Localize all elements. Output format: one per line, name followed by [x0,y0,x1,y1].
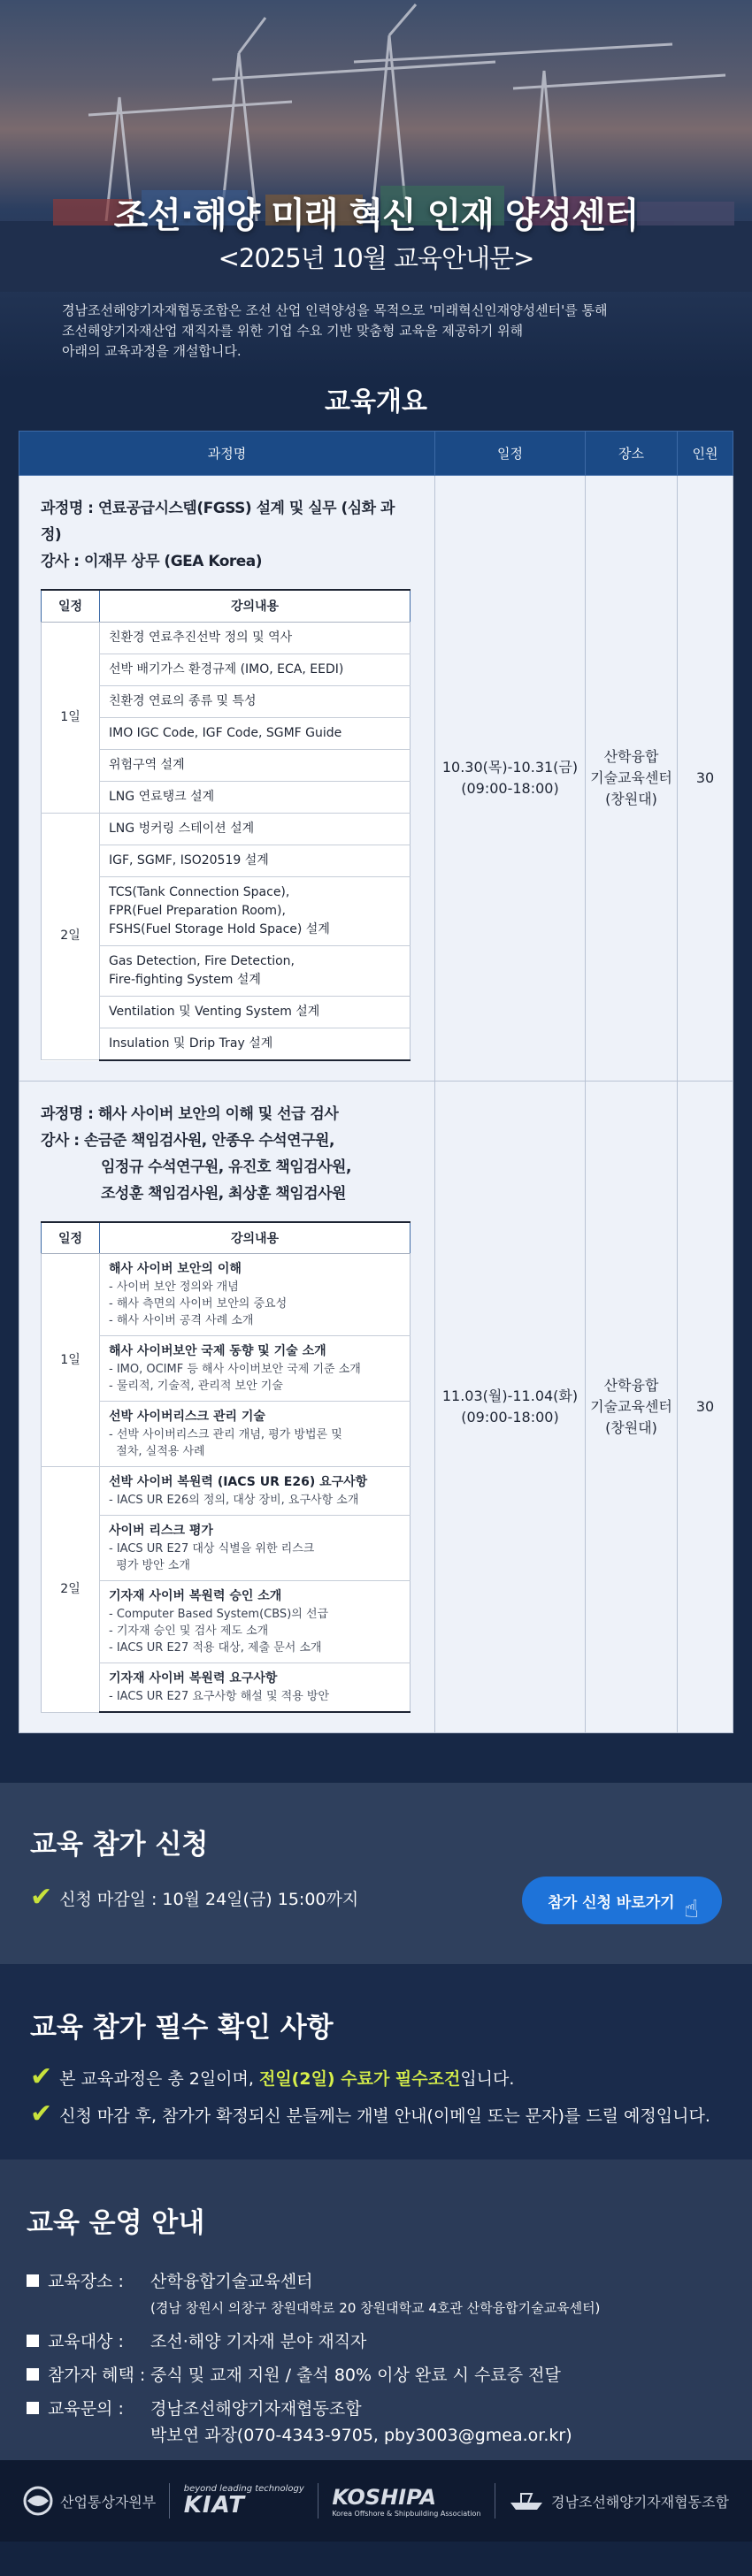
course-name: 과정명 : 해사 사이버 보안의 이해 및 선급 검사 [41,1105,339,1123]
place-line: (창원대) [605,1418,657,1436]
op-value [150,2396,725,2449]
lecture-sub: - 해사 측면의 사이버 보안의 중요성 [109,1297,288,1311]
op-value-text: 중식 및 교재 지원 / 출석 80% 이상 완료 시 수료증 전달 [150,2366,561,2385]
lecture-item: 위험구역 설계 [100,749,411,781]
lecture-sub: - 선박 사이버리스크 관리 개념, 평가 방법론 및 [109,1428,342,1441]
gmea-name: 경남조선해양기자재협동조합 [550,2493,729,2511]
op-key-label: 참가자 혜택 : [48,2366,146,2385]
op-value-text: 경남조선해양기자재협동조합 [150,2399,362,2419]
op-value-text: 조선·해양 기자재 분야 재직자 [150,2332,367,2351]
apply-button[interactable] [522,1877,722,1924]
lecture-sub: - Computer Based System(CBS)의 선급 [109,1608,329,1621]
square-bullet-icon [27,2368,39,2381]
lecture-item: LNG 연료탱크 설계 [100,781,411,813]
koshipa-name: KOSHIPA [332,2484,437,2510]
hero-intro [62,301,699,362]
lecture-item [100,1516,411,1581]
place-line: 기술교육센터 [590,1397,672,1415]
course-name: 과정명 : 연료공급시스템(FGSS) 설계 및 실무 (심화 과정) [41,500,395,544]
lecture-title: 사이버 리스크 평가 [109,1524,213,1538]
course-row [19,1081,733,1733]
op-value [150,2268,725,2321]
day-label: 2일 [42,813,100,1060]
course-schedule [435,1081,586,1733]
schedule-dates: 11.03(월)-11.04(화) [441,1387,579,1404]
required-section [0,1964,752,2159]
hero-title: 조선·해양 미래 혁신 인재 양성센터 [113,195,639,236]
lecture-title: 기자재 사이버 복원력 요구사항 [109,1671,278,1685]
course-instructor-cont [41,1181,413,1207]
course-row [19,476,733,1082]
motie-emblem-icon [23,2486,53,2516]
check-icon: ✔ [30,2061,53,2092]
pointer-hand-icon: ☝ [683,1894,699,1923]
op-key [27,2268,150,2321]
place-line: 기술교육센터 [590,768,672,786]
op-value-sub: (경남 창원시 의창구 창원대학로 20 창원대학교 4호관 산학융합기술교육센터) [150,2300,601,2316]
deadline-text: 신청 마감일 : 10월 24일(금) 15:00까지 [59,1889,359,1909]
koshipa-sub: Korea Offshore & Shipbuilding Association [332,2509,481,2518]
op-key-label: 교육문의 : [48,2399,124,2419]
header-schedule: 일정 [435,432,586,476]
lecture-table [41,1221,411,1714]
lecture-item: IMO IGC Code, IGF Code, SGMF Guide [100,717,411,749]
op-key [27,2328,150,2355]
required-text-2: 신청 마감 후, 참가가 확정되신 분들께는 개별 안내(이메일 또는 문자)를 드릴 예정입니다. [59,2106,710,2126]
required-text-b: 입니다. [460,2068,515,2089]
lecture-title: 해사 사이버 보안의 이해 [109,1262,242,1276]
intro-line: 경남조선해양기자재협동조합은 조선 산업 인력양성을 목적으로 '미래혁신인재양성센터'를 통해 [62,302,608,318]
lecture-item [100,1254,411,1336]
course-instructor-cont [41,1154,413,1181]
op-value-text: 산학융합기술교육센터 [150,2272,313,2291]
square-bullet-icon [27,2402,39,2414]
square-bullet-icon [27,2335,39,2347]
course-table [19,431,733,1733]
course-instructor: 강사 : 손금준 책임검사원, 안종우 수석연구원, [41,1131,334,1150]
op-key [27,2396,150,2449]
lecture-sub: - 사이버 보안 정의와 개념 [109,1280,239,1294]
lecture-title: 해사 사이버보안 국제 동향 및 기술 소개 [109,1344,326,1358]
lecture-item [100,1467,411,1516]
lecture-sub: 절차, 실적용 사례 [109,1445,205,1458]
lecture-item: Gas Detection, Fire Detection, Fire-fighting System 설계 [100,945,411,996]
intro-line: 조선해양기자재산업 재직자를 위한 기업 수요 기반 맞춤형 교육을 제공하기 위해 [62,323,524,339]
lecture-item: Ventilation 및 Venting System 설계 [100,996,411,1028]
operations-section [0,2159,752,2460]
header-count: 인원 [678,432,733,476]
schedule-time: (09:00-18:00) [461,779,559,797]
op-key [27,2362,150,2389]
lecture-item [100,1581,411,1663]
op-row-target [27,2328,725,2355]
course-count: 30 [678,476,733,1082]
instructor-line: 임정규 수석연구원, 유진호 책임검사원, [101,1158,351,1176]
required-title: 교육 참가 필수 확인 사항 [30,2012,334,2044]
sub-header-day: 일정 [42,590,100,622]
op-row-place [27,2268,725,2321]
kiat-logo [184,2484,304,2519]
place-line: 산학융합 [603,747,659,765]
overview-title: 교육개요 [0,379,752,431]
op-key-label: 교육대상 : [48,2332,124,2351]
course-detail [19,476,435,1082]
lecture-title: 선박 사이버 복원력 (IACS UR E26) 요구사항 [109,1475,368,1489]
course-count: 30 [678,1081,733,1733]
op-value-text-2: 박보연 과장(070-4343-9705, pby3003@gmea.or.kr) [150,2426,572,2445]
footer-logos [0,2460,752,2542]
lecture-sub: - IACS UR E26의 정의, 대상 장비, 요구사항 소개 [109,1494,359,1507]
course-place [586,1081,678,1733]
motie-name: 산업통상자원부 [60,2493,157,2511]
apply-section [0,1783,752,1964]
sub-header-day: 일정 [42,1222,100,1254]
lecture-sub: - 물리적, 기술적, 관리적 보안 기술 [109,1380,283,1393]
lecture-sub: - 기자재 승인 및 검사 제도 소개 [109,1624,269,1638]
lecture-item [100,1402,411,1467]
required-item [30,2061,722,2092]
check-icon: ✔ [30,1882,53,1913]
motie-logo [23,2486,156,2516]
schedule-time: (09:00-18:00) [461,1408,559,1426]
lecture-item: 친환경 연료의 종류 및 특성 [100,685,411,717]
op-row-contact [27,2396,725,2449]
required-text-1 [59,2066,514,2090]
lecture-title: 기자재 사이버 복원력 승인 소개 [109,1589,282,1603]
day-label: 1일 [42,622,100,813]
sub-header-content: 강의내용 [100,590,411,622]
lecture-item: IGF, SGMF, ISO20519 설계 [100,845,411,876]
kiat-tagline: beyond leading technology [183,2483,304,2494]
ship-emblem-icon [509,2490,544,2511]
apply-button-label: 참가 신청 바로가기 [548,1893,675,1912]
lecture-item [100,1663,411,1713]
required-item [30,2098,722,2129]
instructor-line: 조성훈 책임검사원, 최상훈 책임검사원 [101,1184,346,1203]
operations-title: 교육 운영 안내 [27,2207,205,2239]
place-line: (창원대) [605,790,657,807]
course-place [586,476,678,1082]
lecture-sub: - IACS UR E27 대상 식별을 위한 리스크 [109,1542,315,1556]
divider [169,2483,170,2519]
kiat-name: KIAT [183,2491,245,2519]
koshipa-logo [332,2485,480,2518]
course-schedule [435,476,586,1082]
day-label: 2일 [42,1467,100,1713]
place-line: 산학융합 [603,1376,659,1394]
gmea-logo [509,2490,729,2511]
check-icon: ✔ [30,2098,53,2129]
header-place: 장소 [586,432,678,476]
hero-subtitle: <2025년 10월 교육안내문> [218,243,534,273]
required-text-a: 본 교육과정은 총 2일이며, [59,2068,259,2089]
lecture-item [100,1336,411,1402]
op-key-label: 교육장소 : [48,2272,124,2291]
course-detail [19,1081,435,1733]
lecture-item: Insulation 및 Drip Tray 설계 [100,1028,411,1060]
lecture-sub: - IACS UR E27 요구사항 해설 및 적용 방안 [109,1690,330,1703]
course-instructor: 강사 : 이재무 상무 (GEA Korea) [41,553,263,570]
apply-title: 교육 참가 신청 [30,1829,209,1861]
day-label: 1일 [42,1254,100,1467]
lecture-title: 선박 사이버리스크 관리 기술 [109,1410,265,1424]
operations-list [27,2268,725,2449]
lecture-sub: 평가 방안 소개 [109,1559,190,1572]
lecture-item: 친환경 연료추진선박 정의 및 역사 [100,622,411,654]
lecture-table [41,589,411,1061]
lecture-sub: - 해사 사이버 공격 사례 소개 [109,1314,254,1327]
lecture-item: 선박 배기가스 환경규제 (IMO, ECA, EEDI) [100,654,411,685]
op-row-benefit [27,2362,725,2389]
lecture-sub: - IMO, OCIMF 등 해사 사이버보안 국제 기준 소개 [109,1363,361,1376]
square-bullet-icon [27,2274,39,2287]
schedule-dates: 10.30(목)-10.31(금) [441,758,579,776]
intro-line: 아래의 교육과정을 개설합니다. [62,343,242,359]
lecture-item: TCS(Tank Connection Space), FPR(Fuel Preparation Room), FSHS(Fuel Storage Hold Space) 설계 [100,876,411,945]
hero-banner [0,0,752,380]
sub-header-content: 강의내용 [100,1222,411,1254]
required-highlight: 전일(2일) 수료가 필수조건 [258,2068,461,2089]
lecture-sub: - IACS UR E27 적용 대상, 제출 문서 소개 [109,1641,322,1655]
lecture-item: LNG 벙커링 스테이션 설계 [100,813,411,845]
header-course: 과정명 [19,432,435,476]
overview-section [0,431,752,1783]
